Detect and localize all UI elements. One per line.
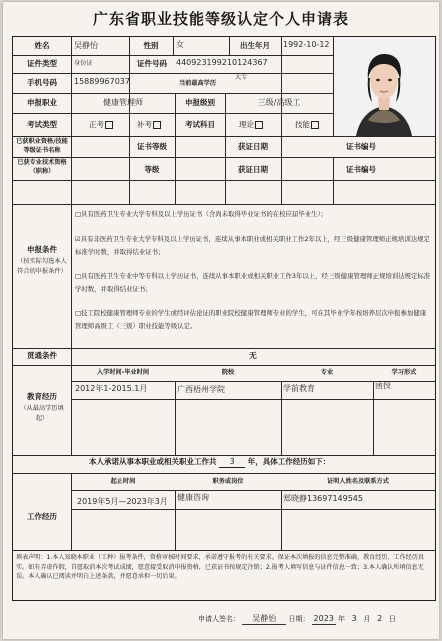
value-level[interactable]: 三级/高级工 — [257, 98, 301, 107]
header-work-witness: 证明人姓名及联系方式 — [327, 478, 389, 485]
signature-line — [198, 614, 396, 625]
label-education: 当前最高学历 — [179, 80, 217, 87]
value-commit-years[interactable]: 3 — [219, 457, 245, 468]
option-theory-label: 理论 — [239, 120, 254, 129]
portrait-image — [334, 38, 434, 136]
label-held-cert: 已获职业资格/技能等级证书名称 — [16, 138, 68, 154]
checkbox-makeup[interactable] — [153, 121, 161, 129]
label-cert-no-1: 证书编号 — [346, 142, 376, 151]
value-work-time[interactable]: 2019年5月—2023年3月 — [77, 497, 168, 506]
option-regular-label: 正考 — [89, 120, 104, 129]
applicant-photo — [334, 38, 434, 136]
day-label: 日 — [388, 615, 396, 623]
value-sign-year[interactable]: 2023 — [313, 614, 334, 623]
commitment-prefix: 本人承诺从事本职业或相关职业工作共 — [89, 457, 217, 466]
condition-item-2[interactable]: ☑具有非医药卫生专业大学专科及以上学历证书，连续从事本职业或相关职业工作2年以上，经三级健康管理师正规培训达规定标准学时数，并取得结业证书； — [75, 235, 430, 256]
label-name: 姓名 — [34, 41, 50, 50]
month-label: 月 — [363, 615, 371, 623]
label-birth: 出生年月 — [240, 41, 270, 50]
option-makeup-label: 补考 — [137, 120, 152, 129]
label-cert-level-1: 证书等级 — [137, 142, 167, 151]
option-theory[interactable] — [239, 120, 263, 130]
checkbox-skill[interactable] — [311, 121, 319, 129]
header-work-post: 职务或岗位 — [212, 478, 244, 485]
label-obtain-date-2: 获证日期 — [238, 165, 268, 174]
option-skill[interactable] — [295, 120, 319, 130]
condition-item-3[interactable]: □具有医药卫生专业中等专科以上学历证书，连续从事本职业或相关职业工作3年以上，经三级健康管理师正规培训达规定标准学时数，并取得结业证书； — [75, 272, 431, 293]
header-major: 专业 — [320, 369, 334, 376]
value-id-type[interactable]: 身份证 — [74, 60, 93, 67]
value-school[interactable]: 广西梧州学院 — [177, 385, 225, 394]
label-occupation: 申报职业 — [27, 98, 57, 107]
label-held-title: 已获专业技术资格（职称） — [17, 159, 67, 175]
label-subject: 考试科目 — [185, 120, 215, 129]
value-gender[interactable]: 女 — [176, 40, 184, 49]
value-phone[interactable]: 15889967037 — [74, 77, 130, 86]
label-phone: 手机号码 — [27, 78, 57, 87]
value-education[interactable]: 大专 — [235, 74, 248, 81]
label-conditions: 申报条件 — [27, 245, 57, 254]
value-name[interactable]: 吴静怡 — [74, 41, 98, 50]
option-skill-label: 技能 — [295, 120, 310, 129]
label-conditions-note: （按实际勾选本人符合的申报条件） — [17, 258, 67, 275]
value-study-form[interactable]: 函授 — [375, 381, 391, 390]
label-education-note: （从最高学历填起） — [20, 405, 64, 422]
year-label: 年 — [337, 615, 345, 623]
value-work-witness[interactable]: 郑晓静13697149545 — [283, 494, 363, 503]
signature-label: 申请人签名： — [198, 615, 240, 623]
value-id-no[interactable]: 440923199210124367 — [176, 58, 268, 67]
label-exam-type: 考试类型 — [27, 120, 57, 129]
value-sign-day[interactable]: 2 — [377, 614, 383, 623]
label-level: 申报级别 — [185, 98, 215, 107]
label-gender: 性别 — [143, 41, 159, 50]
value-edu-time[interactable]: 2012年1-2015.1月 — [75, 384, 148, 393]
header-study-form: 学习形式 — [391, 369, 417, 376]
value-signature[interactable]: 吴静怡 — [242, 614, 286, 625]
value-major[interactable]: 学前教育 — [283, 384, 315, 393]
value-occupation[interactable]: 健康管理师 — [103, 98, 143, 107]
value-work-post[interactable]: 健康咨询 — [177, 493, 209, 502]
condition-item-4[interactable]: □技工院校健康管理师专业的学生或经评估论证的职业院校健康管理师专业的学生，可在其毕业学年按培养层次申报参加健康管理师高级工（三级）职业技能等级认定。 — [75, 309, 427, 330]
header-edu-time: 入学时间-毕业时间 — [96, 369, 150, 376]
value-sign-month[interactable]: 3 — [351, 614, 357, 623]
checkbox-regular[interactable] — [105, 121, 113, 129]
header-work-time: 起止时间 — [110, 478, 136, 485]
value-basic-conditions[interactable]: 无 — [249, 351, 257, 360]
label-education-history: 教育经历 — [27, 392, 57, 401]
option-makeup[interactable] — [137, 120, 161, 130]
date-label: 日期： — [288, 615, 310, 623]
page-title: 广东省职业技能等级认定个人申请表 — [92, 10, 349, 28]
declaration-text: 填表声明：1.本人知晓本职业（工种）报考条件，资格审核时间要求，承诺遵守报考的有关要求。保证本次填报的信息完整准确，教育经历、工作经历真实。如有弄虚作假，自愿取消本次考试成绩，愿意接受取消申报资格，已获证书按规定注销；2.报考人填写信息与证件信息一致；3.本人确认所填信息无误。本人确认已阅读并明白上述条款，并愿意承担一切后果。 — [16, 554, 425, 581]
checkbox-theory[interactable] — [255, 121, 263, 129]
header-school: 院校 — [221, 369, 235, 376]
commitment-suffix: 年，具体工作经历如下： — [247, 457, 331, 466]
label-id-no: 证件号码 — [137, 59, 167, 68]
form-table — [12, 36, 436, 601]
label-basic-conditions: 贯通条件 — [27, 351, 57, 360]
label-grade: 等级 — [144, 165, 160, 174]
label-id-type: 证件类型 — [27, 59, 57, 68]
commitment-line — [89, 457, 330, 468]
label-obtain-date-1: 获证日期 — [238, 142, 268, 151]
label-cert-no-2: 证书编号 — [346, 165, 376, 174]
value-birth[interactable]: 1992-10-12 — [283, 40, 330, 49]
application-form-page — [3, 2, 439, 639]
condition-item-1[interactable]: □具有医药卫生专业大学专科及以上学历证书（含尚未取得毕业证书的在校应届毕业生）； — [75, 210, 328, 218]
label-work-history: 工作经历 — [27, 512, 57, 521]
option-regular[interactable] — [89, 120, 113, 130]
